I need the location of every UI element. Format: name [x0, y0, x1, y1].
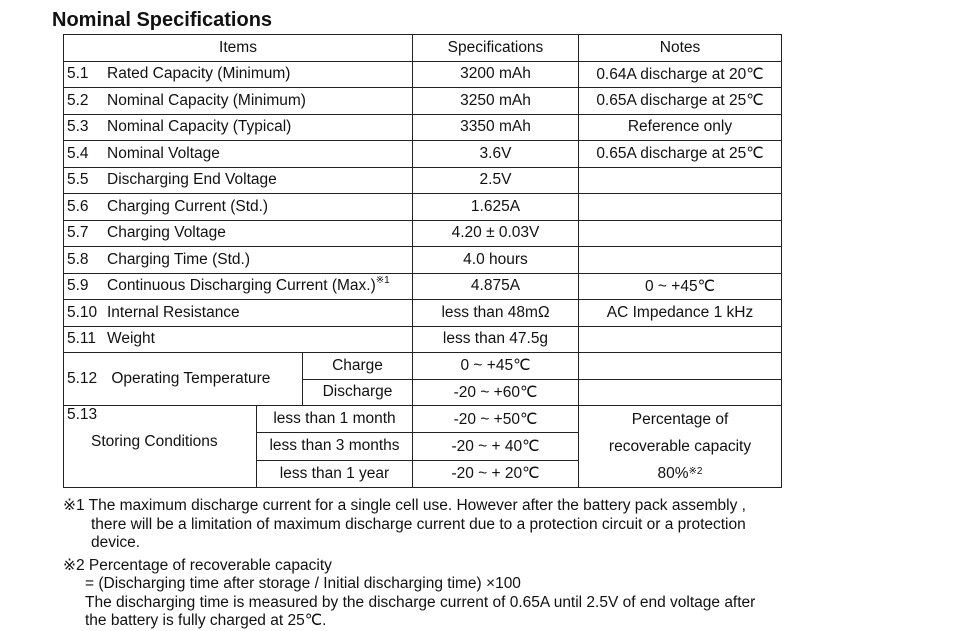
footnotes — [63, 497, 823, 631]
row-note — [579, 326, 782, 353]
specifications-table — [63, 34, 782, 488]
row-number: 5.2 — [67, 91, 89, 109]
row-item-cell — [64, 247, 413, 274]
operating-charge-note — [579, 353, 782, 380]
row-note: 0.65A discharge at 25℃ — [579, 88, 782, 115]
row-item-cell — [64, 300, 413, 327]
row-item: Discharging End Voltage — [107, 171, 277, 189]
row-item-cell — [64, 114, 413, 141]
page-title: Nominal Specifications — [52, 9, 273, 31]
row-item-cell — [64, 88, 413, 115]
row-number: 5.7 — [67, 224, 89, 242]
header-notes: Notes — [579, 35, 782, 62]
table-row — [64, 247, 782, 274]
footnote-2-line: The discharging time is measured by the discharge current of 0.65A until 2.5V of end voltage after — [85, 593, 756, 611]
row-spec: 3.6V — [413, 141, 579, 168]
storing-period-label: less than 3 months — [257, 433, 413, 460]
row-note — [579, 247, 782, 274]
row-item-cell — [64, 220, 413, 247]
footnote-1-line: device. — [91, 534, 141, 551]
table-row — [64, 114, 782, 141]
row-item: Weight — [107, 330, 155, 348]
row-note: 0 ~ +45℃ — [579, 273, 782, 300]
table-row-storing-1 — [64, 406, 782, 433]
storing-period-spec: -20 ~ + 20℃ — [413, 460, 579, 487]
footnote-mark: ※2 — [688, 466, 703, 477]
row-item: Storing Conditions — [91, 433, 218, 450]
storing-note-line: 80%$^{※2}$ — [657, 465, 703, 482]
row-item: Charging Voltage — [107, 224, 226, 242]
storing-conditions-cell — [64, 406, 257, 488]
row-number: 5.3 — [67, 118, 89, 136]
table-row — [64, 61, 782, 88]
row-number: 5.9 — [67, 277, 89, 295]
table-row — [64, 194, 782, 221]
row-item-cell — [64, 273, 413, 300]
row-number: 5.5 — [67, 171, 89, 189]
footnote-1-line: there will be a limitation of maximum discharge current due to a protection circuit or a protection — [91, 515, 746, 533]
row-number: 5.11 — [67, 330, 97, 348]
row-number: 5.8 — [67, 250, 89, 268]
row-note — [579, 194, 782, 221]
row-spec: 3200 mAh — [413, 61, 579, 88]
row-item-cell — [64, 141, 413, 168]
row-spec: 3250 mAh — [413, 88, 579, 115]
row-spec: 4.20 ± 0.03V — [413, 220, 579, 247]
storing-note-line: Percentage of — [631, 411, 729, 428]
footnote-2-line: the battery is fully charged at 25℃. — [85, 612, 327, 629]
row-item-cell — [64, 326, 413, 353]
operating-discharge-label: Discharge — [303, 379, 413, 406]
operating-discharge-spec: -20 ~ +60℃ — [413, 379, 579, 406]
row-item-cell — [64, 167, 413, 194]
storing-note-line: recoverable capacity — [608, 438, 752, 455]
row-item-cell — [64, 61, 413, 88]
row-item: Nominal Voltage — [107, 144, 220, 162]
row-item: Charging Current (Std.) — [107, 197, 269, 215]
row-spec: 1.625A — [413, 194, 579, 221]
table-row — [64, 167, 782, 194]
table-header-row — [64, 35, 782, 62]
operating-charge-spec: 0 ~ +45℃ — [413, 353, 579, 380]
row-note: 0.65A discharge at 25℃ — [579, 141, 782, 168]
storing-period-spec: -20 ~ +50℃ — [413, 406, 579, 433]
row-item: Charging Time (Std.) — [107, 250, 250, 268]
row-spec: 2.5V — [413, 167, 579, 194]
table-row-operating-charge — [64, 353, 782, 380]
row-spec: less than 48mΩ — [413, 300, 579, 327]
row-spec: 3350 mAh — [413, 114, 579, 141]
table-row — [64, 141, 782, 168]
footnote-1-line: ※1 The maximum discharge current for a single cell use. However after the battery pack assembly , — [63, 497, 746, 514]
header-items: Items — [64, 35, 413, 62]
footnote-2-line: ※2 Percentage of recoverable capacity — [63, 556, 332, 574]
row-number: 5.13 — [67, 406, 98, 423]
table-row — [64, 220, 782, 247]
row-number: 5.4 — [67, 144, 89, 162]
row-number: 5.10 — [67, 303, 98, 321]
header-specifications: Specifications — [413, 35, 579, 62]
row-item: Operating Temperature — [111, 370, 271, 387]
operating-temperature-cell — [64, 353, 303, 406]
row-note — [579, 220, 782, 247]
storing-period-label: less than 1 month — [257, 406, 413, 433]
row-number: 5.12 — [67, 370, 98, 387]
row-spec: less than 47.5g — [413, 326, 579, 353]
storing-period-spec: -20 ~ + 40℃ — [413, 433, 579, 460]
operating-charge-label: Charge — [303, 353, 413, 380]
table-row — [64, 300, 782, 327]
table-row — [64, 88, 782, 115]
row-note — [579, 167, 782, 194]
operating-discharge-note — [579, 379, 782, 406]
row-note: Reference only — [579, 114, 782, 141]
row-item: Rated Capacity (Minimum) — [107, 65, 291, 83]
table-row — [64, 326, 782, 353]
row-spec: 4.875A — [413, 273, 579, 300]
row-item: Nominal Capacity (Minimum) — [107, 91, 306, 109]
row-number: 5.6 — [67, 197, 89, 215]
row-item: Internal Resistance — [107, 303, 240, 321]
row-spec: 4.0 hours — [413, 247, 579, 274]
table-row — [64, 273, 782, 300]
row-item-cell — [64, 194, 413, 221]
footnote-mark: ※1 — [375, 275, 390, 287]
footnote-2-line: = (Discharging time after storage / Initial discharging time) ×100 — [85, 575, 521, 592]
row-note: AC Impedance 1 kHz — [579, 300, 782, 327]
row-item: Nominal Capacity (Typical) — [107, 118, 292, 136]
row-item: Continuous Discharging Current (Max.) — [107, 277, 376, 295]
row-note: 0.64A discharge at 20℃ — [579, 61, 782, 88]
storing-period-label: less than 1 year — [257, 460, 413, 487]
storing-note-cell — [579, 406, 782, 488]
row-number: 5.1 — [67, 65, 89, 83]
